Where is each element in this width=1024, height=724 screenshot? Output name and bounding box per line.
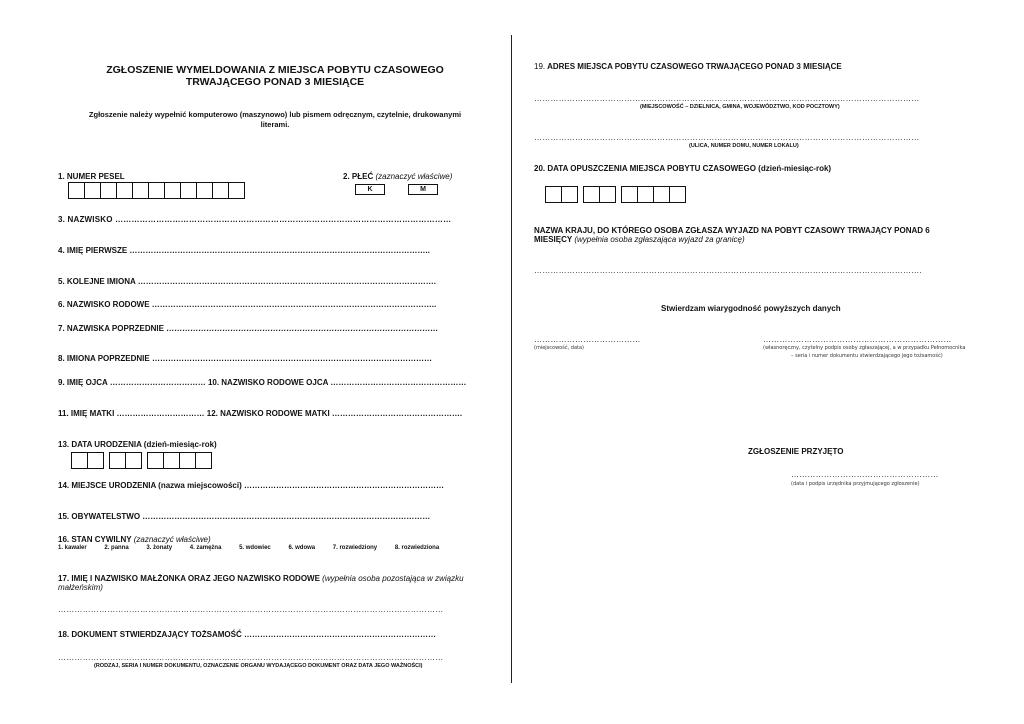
id-doc-caption: (RODZAJ, SERIA I NUMER DOKUMENTU, OZNACZENIE ORGANU WYDAJĄCEGO DOKUMENT ORAZ DATA JEGO WAŻNOŚCI) [94,663,423,669]
official-signature-field[interactable]: ……………………………………………… [791,470,939,479]
addr-locality-caption: (MIEJSCOWOŚĆ – DZIELNICA, GMINA, WOJEWÓDZTWO, KOD POCZTOWY) [640,104,840,110]
civil-option[interactable]: 5. wdowiec [239,545,271,551]
civil-option[interactable]: 4. zamężna [189,545,222,551]
civil-status-hint: (zaznaczyć właściwe) [133,535,211,544]
prev-names-field[interactable]: 8. IMIONA POPRZEDNIE …………………………………………………………………………………………… [58,354,432,363]
civil-status-label-text: 16. STAN CYWILNY [58,535,132,544]
addr-label-text: ADRES MIEJSCA POBYTU CZASOWEGO TRWAJĄCEGO PONAD 3 MIESIĄCE [547,62,842,71]
certify-text: Stwierdzam wiarygodność powyższych danych [661,304,841,313]
civil-option[interactable]: 7. rozwiedziony [332,545,378,551]
civil-status-label [58,535,211,544]
country-label-line2 [534,235,745,244]
prev-surnames-field[interactable]: 7. NAZWISKA POPRZEDNIE ………………………………………………………………………………………… [58,324,439,333]
form-title-line1: ZGŁOSZENIE WYMELDOWANIA Z MIEJSCA POBYTU CZASOWEGO [106,64,444,76]
pesel-digit[interactable] [196,182,213,199]
page-divider [511,35,512,683]
form-title-line2: TRWAJĄCEGO PONAD 3 MIESIĄCE [185,76,365,88]
leave-day-digit[interactable] [545,186,562,203]
pesel-digit[interactable] [212,182,229,199]
leave-year-digit[interactable] [669,186,686,203]
leave-year-digit[interactable] [637,186,654,203]
father-fields[interactable]: 9. IMIĘ OJCA ……………………………… 10. NAZWISKO RODOWE OJCA …………………………………………… [58,378,467,387]
instruction [70,110,480,130]
sex-hint: (zaznaczyć właściwe) [375,172,453,181]
place-date-caption: (miejscowość, data) [534,345,584,351]
pesel-digit[interactable] [228,182,245,199]
pesel-digit[interactable] [148,182,165,199]
civil-option[interactable]: 2. panna [104,545,129,551]
civil-option[interactable]: 3. żonaty [146,545,173,551]
citizenship-field[interactable]: 15. OBYWATELSTWO ……………………………………………………………………………………………… [58,512,431,521]
addr-label-num: 19. [534,62,546,71]
pesel-digit[interactable] [100,182,117,199]
leave-year-digit[interactable] [621,186,638,203]
pesel-digit[interactable] [116,182,133,199]
civil-option[interactable]: 1. kawaler [58,545,87,551]
leave-month-digit[interactable] [583,186,600,203]
leave-day-digit[interactable] [561,186,578,203]
signature-caption-line2: – seria i numer dokumentu stwierdzającego jego tożsamość) [791,353,943,359]
accepted-title: ZGŁOSZENIE PRZYJĘTO [748,447,844,456]
pesel-boxes[interactable] [68,182,244,199]
dob-label: 13. DATA URODZENIA (dzień-miesiąc-rok) [58,440,217,449]
dob-year-digit[interactable] [147,452,164,469]
spouse-label [58,574,464,583]
pesel-label: 1. NUMER PESEL [58,172,125,181]
leave-date-boxes[interactable] [545,186,685,203]
pesel-digit[interactable] [84,182,101,199]
pesel-digit[interactable] [164,182,181,199]
first-name-field[interactable]: 4. IMIĘ PIERWSZE ………………………………………………………………………………………………….. [58,246,430,255]
leave-date-label: 20. DATA OPUSZCZENIA MIEJSCA POBYTU CZASOWEGO (dzień-miesiąc-rok) [534,164,832,173]
pesel-digit[interactable] [68,182,85,199]
birthplace-field[interactable]: 14. MIEJSCE URODZENIA (nazwa miejscowości) ………………………………………………………………… [58,481,444,490]
dob-year-digit[interactable] [195,452,212,469]
sex-k-box[interactable]: K [355,184,385,195]
leave-month-digit[interactable] [599,186,616,203]
sex-m-box[interactable]: M [408,184,438,195]
spouse-hint-cont: małżeńskim) [58,583,103,592]
place-date-field[interactable]: ………………………………… [534,335,641,344]
dob-year-digit[interactable] [163,452,180,469]
leave-year-digit[interactable] [653,186,670,203]
dob-year-digit[interactable] [179,452,196,469]
surname-field[interactable]: 3. NAZWISKO …………………………………………………………………………………………………………… [58,215,452,224]
mother-fields[interactable]: 11. IMIĘ MATKI …………………………… 12. NAZWISKO RODOWE MATKI …………………………………………. [58,409,463,418]
id-doc-field[interactable]: 18. DOKUMENT STWIERDZAJĄCY TOŻSAMOŚĆ ……………………………………………………………… [58,630,436,639]
id-doc-details-field[interactable]: …………………………………………………………………………………………………………………………… [58,653,444,662]
official-signature-caption: (data i podpis urzędnika przyjmującego zgłoszenie) [791,481,920,487]
family-name-field[interactable]: 6. NAZWISKO RODOWE …………………………………………………………………………………………….. [58,300,437,309]
country-label-line1: NAZWA KRAJU, DO KTÓREGO OSOBA ZGŁASZA WYJAZD NA POBYT CZASOWY TRWAJĄCY PONAD 6 [534,226,930,235]
dob-month-digit[interactable] [125,452,142,469]
addr-locality-field[interactable]: …………………………………………………………………………………………………………………………… [534,94,920,103]
sex-label [343,172,452,181]
instruction-line2: literami. [260,120,290,129]
country-field[interactable]: ……………………………………………………………………………………………………………………………. [534,266,922,275]
addr-label [534,62,842,71]
signature-caption-line1: (własnoręczny, czytelny podpis osoby zgłaszającej, a w przypadku Pełnomocnika [763,345,966,351]
spouse-label-text: 17. IMIĘ I NAZWISKO MAŁŻONKA ORAZ JEGO NAZWISKO RODOWE [58,574,320,583]
pesel-digit[interactable] [180,182,197,199]
country-label-text: MIESIĘCY [534,235,573,244]
form-title [60,64,490,88]
addr-street-field[interactable]: …………………………………………………………………………………………………………………………… [534,133,920,142]
spouse-field[interactable]: …………………………………………………………………………………………………………………………… [58,605,444,614]
dob-day-digit[interactable] [71,452,88,469]
other-names-field[interactable]: 5. KOLEJNE IMIONA …………………………………………………………………………………………………. [58,277,436,286]
spouse-hint: (wypełnia osoba pozostająca w związku [322,574,464,583]
civil-option[interactable]: 6. wdowa [288,545,316,551]
civil-status-options [58,545,455,551]
dob-day-digit[interactable] [87,452,104,469]
addr-street-caption: (ULICA, NUMER DOMU, NUMER LOKALU) [689,143,799,149]
country-hint: (wypełnia osoba zgłaszająca wyjazd za granicę) [574,235,745,244]
instruction-line1: Zgłoszenie należy wypełnić komputerowo (maszynowo) lub pismem odręcznym, czytelnie, drukowanymi [88,110,462,119]
dob-month-digit[interactable] [109,452,126,469]
pesel-digit[interactable] [132,182,149,199]
civil-option[interactable]: 8. rozwiedziona [394,545,440,551]
signature-field[interactable]: …………………………………………………………… [763,335,952,344]
dob-boxes[interactable] [71,452,211,469]
sex-label-text: 2. PŁEĆ [343,172,374,181]
